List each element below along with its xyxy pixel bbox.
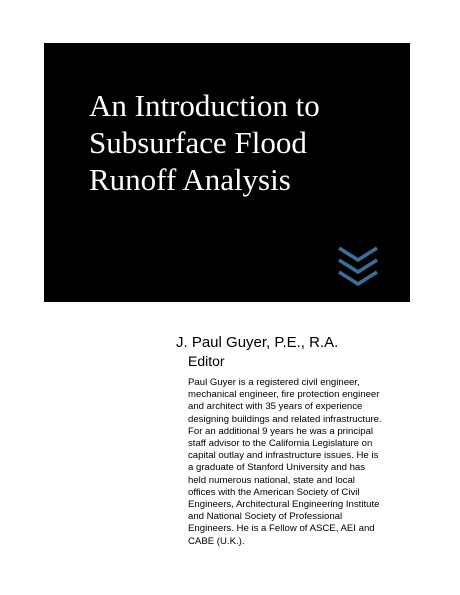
bio-line: mechanical engineer, fire protection engineer — [188, 389, 380, 401]
bio-line: Paul Guyer is a registered civil engineer, — [188, 377, 360, 388]
title-line: Subsurface Flood — [89, 125, 307, 160]
bio-line: designing buildings and related infrastructure. — [188, 413, 382, 425]
bio-line: held numerous national, state and local — [188, 474, 355, 486]
title-panel — [44, 43, 410, 302]
bio-line: and National Society of Professional — [188, 511, 343, 523]
title-line: An Introduction to — [89, 88, 320, 123]
bio-line: CABE (U.K.). — [188, 535, 245, 547]
book-title — [89, 87, 320, 198]
author-name: J. Paul Guyer, P.E., R.A. — [176, 334, 339, 351]
bio-line: For an additional 9 years he was a principal — [188, 425, 374, 437]
bio-line: capital outlay and infrastructure issues. He is — [188, 450, 379, 462]
bio-line: Engineers. He is a Fellow of ASCE, AEI and — [188, 523, 375, 535]
bio-line: offices with the American Society of Civil — [188, 486, 360, 498]
bio-line: staff advisor to the California Legislature on — [188, 438, 373, 450]
title-line: Runoff Analysis — [89, 162, 291, 197]
author-bio — [188, 377, 382, 548]
bio-line: Engineers, Architectural Engineering Institute — [188, 499, 380, 511]
bio-line: and architect with 35 years of experience — [188, 401, 363, 413]
bio-line: a graduate of Stanford University and has — [188, 462, 366, 474]
author-role: Editor — [188, 353, 225, 369]
triple-chevron-down-icon — [336, 242, 380, 286]
